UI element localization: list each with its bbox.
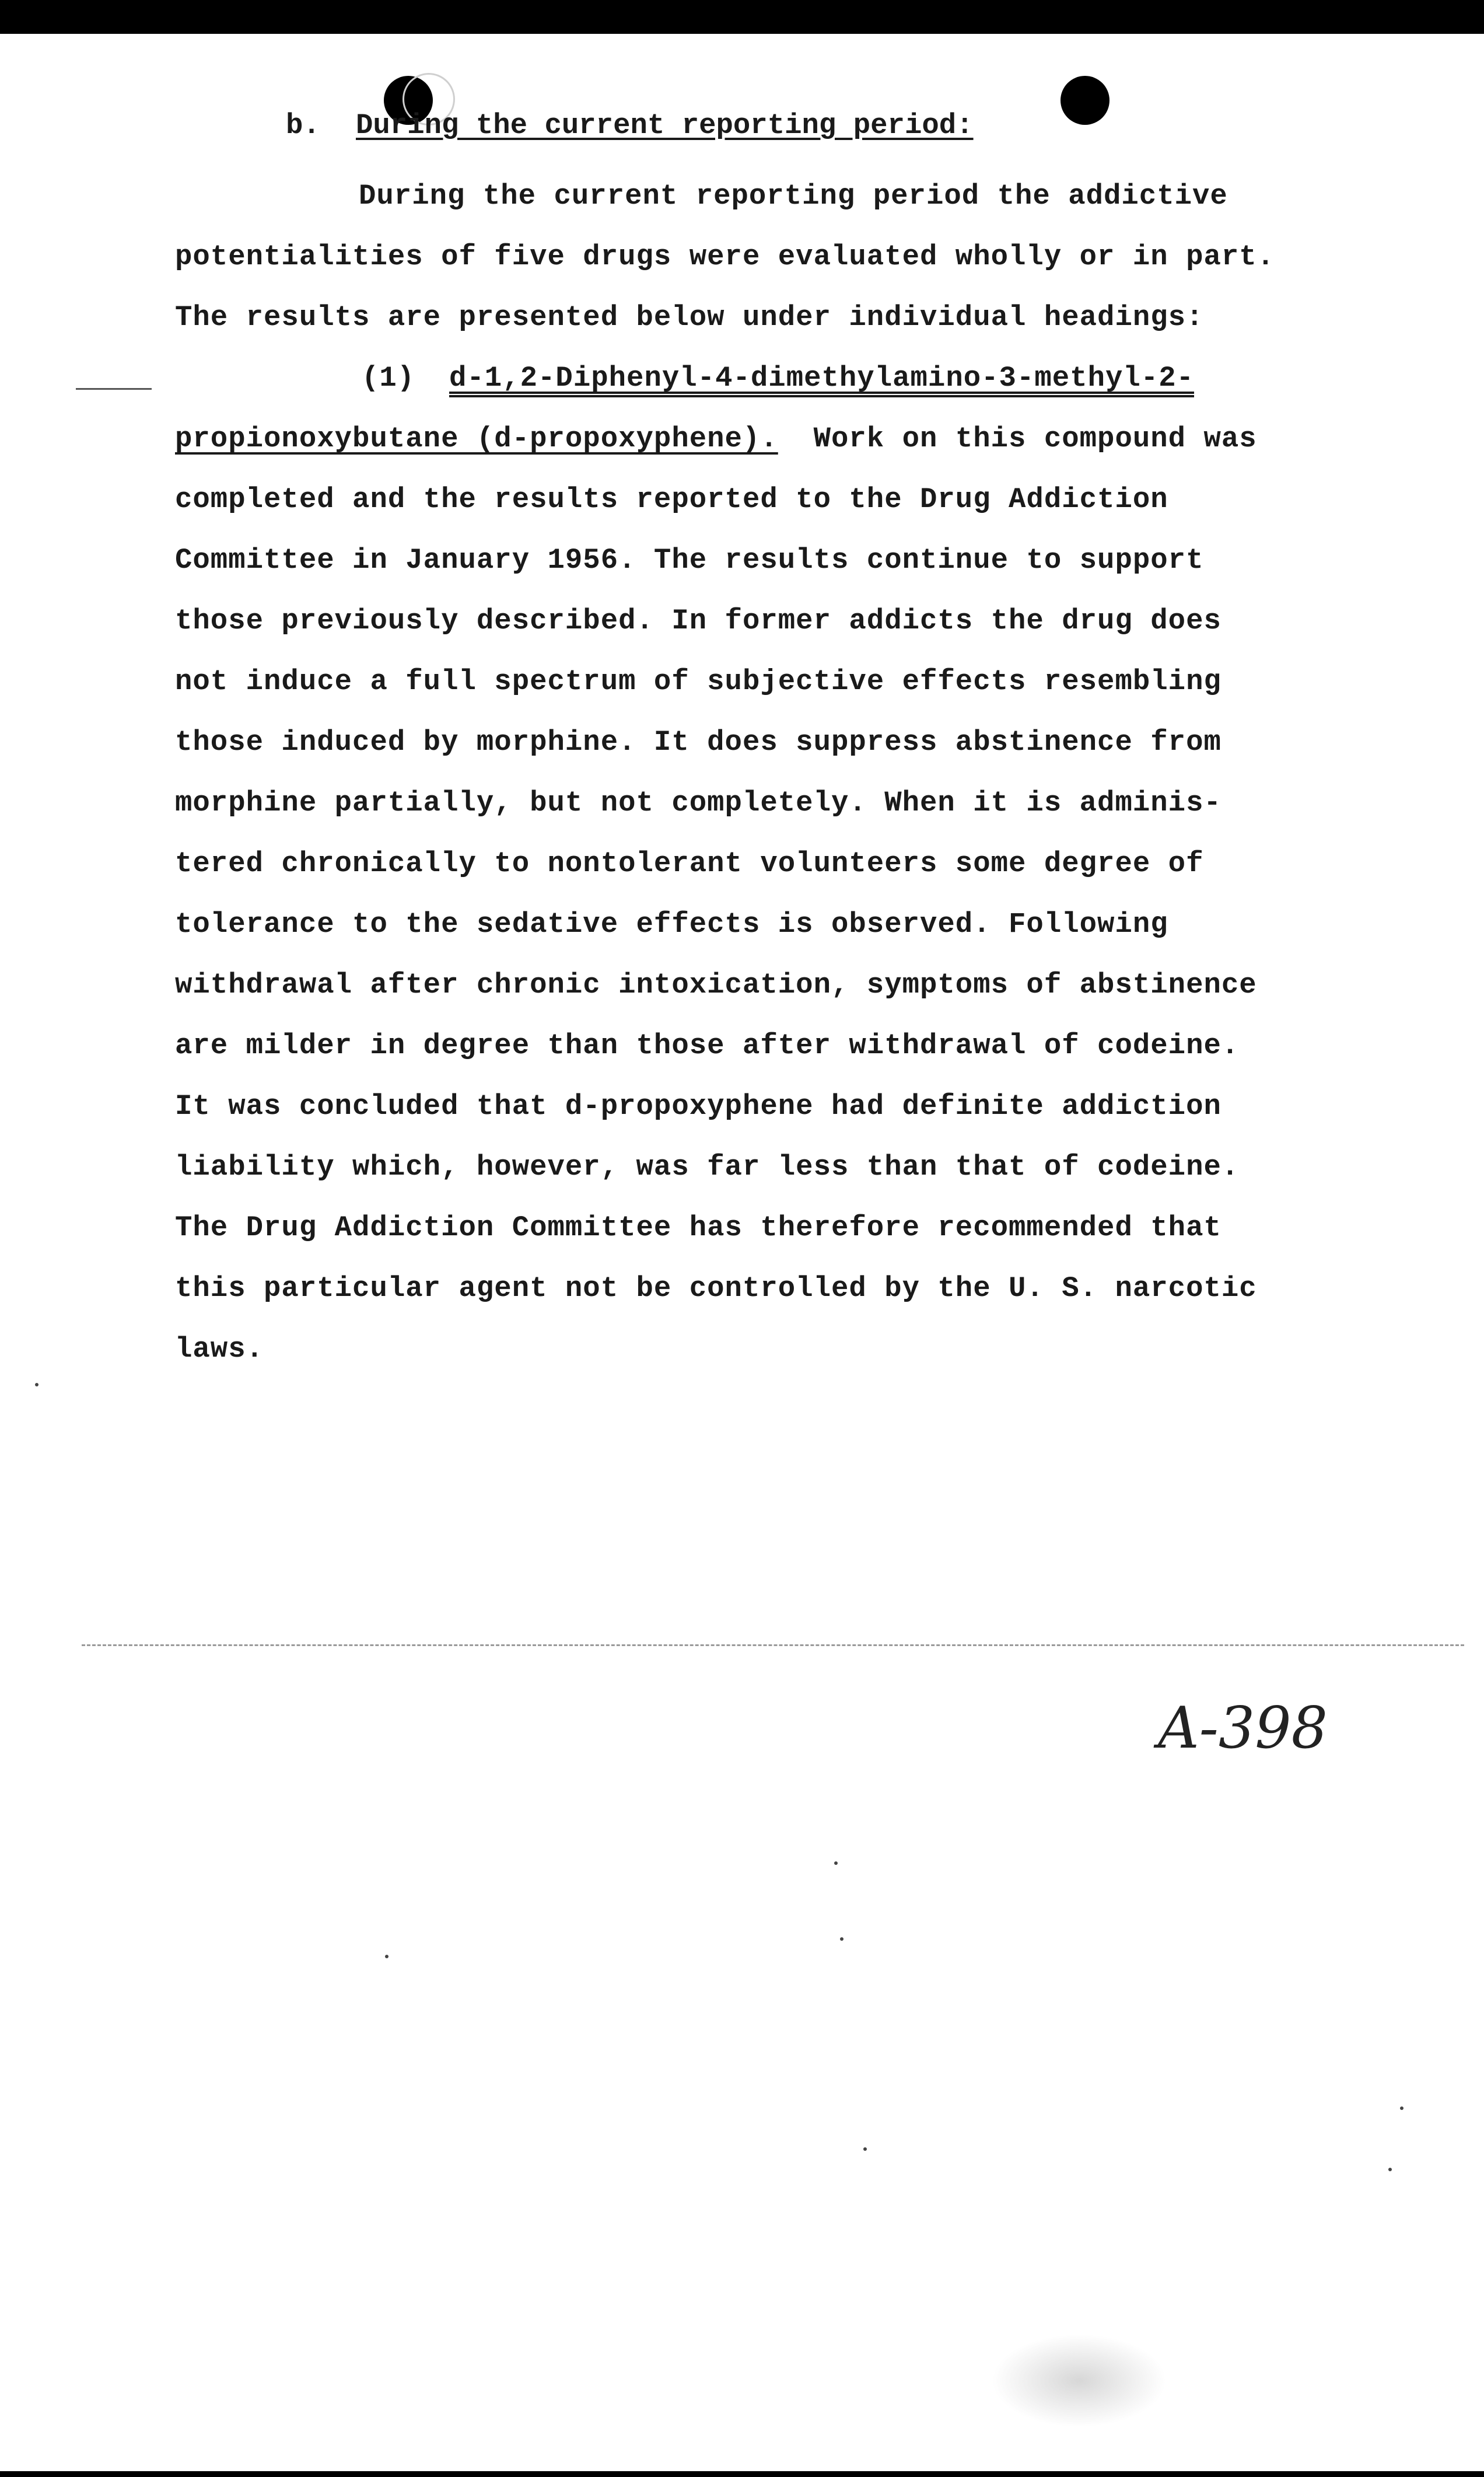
document-body xyxy=(175,105,1342,1379)
scan-bottom-border xyxy=(0,2471,1484,2477)
body-line: this particular agent not be controlled by the U. S. narcotic xyxy=(175,1272,1257,1305)
handwritten-page-number: A-398 xyxy=(1158,1695,1328,1762)
body-line: laws. xyxy=(175,1333,264,1365)
section-label: b. xyxy=(286,109,320,142)
body-line: The Drug Addiction Committee has therefore recommended that xyxy=(175,1211,1222,1244)
intro-line-2: potentialities of five drugs were evaluated wholly or in part. xyxy=(175,240,1275,273)
item-title-part1: d-1,2-Diphenyl-4-dimethylamino-3-methyl-2- xyxy=(449,362,1195,394)
margin-mark xyxy=(76,388,152,390)
scan-speck xyxy=(385,1955,388,1958)
intro-line-3: The results are presented below under individual headings: xyxy=(175,301,1204,334)
scan-speck xyxy=(1388,2168,1392,2171)
scan-top-border xyxy=(0,0,1484,34)
item-title-line-2 xyxy=(175,408,1342,469)
body-line: liability which, however, was far less than that of codeine. xyxy=(175,1151,1240,1183)
scan-speck xyxy=(834,1861,838,1865)
section-heading: During the current reporting period: xyxy=(356,109,974,142)
body-line: morphine partially, but not completely. When it is adminis- xyxy=(175,787,1222,819)
item-number: (1) xyxy=(362,362,415,394)
item-title-line-1 xyxy=(175,348,1342,408)
intro-line-1 xyxy=(175,166,1342,226)
dashed-divider xyxy=(82,1644,1464,1646)
body-line: are milder in degree than those after withdrawal of codeine. xyxy=(175,1029,1240,1062)
body-line: withdrawal after chronic intoxication, symptoms of abstinence xyxy=(175,969,1257,1001)
body-line: those previously described. In former addicts the drug does xyxy=(175,605,1222,637)
scan-speck xyxy=(1400,2106,1404,2110)
scan-smudge xyxy=(992,2334,1167,2427)
intro-text: During the current reporting period the addictive xyxy=(359,180,1228,212)
body-line: completed and the results reported to the Drug Addiction xyxy=(175,483,1168,516)
scan-speck xyxy=(35,1383,38,1386)
scan-speck xyxy=(863,2147,867,2151)
body-line: not induce a full spectrum of subjective effects resembling xyxy=(175,665,1222,698)
body-line: those induced by morphine. It does suppress abstinence from xyxy=(175,726,1222,759)
body-line: It was concluded that d-propoxyphene had definite addiction xyxy=(175,1090,1222,1123)
body-line: Committee in January 1956. The results continue to support xyxy=(175,544,1204,577)
item-title-part2: propionoxybutane (d-propoxyphene). xyxy=(175,422,778,455)
body-line: tolerance to the sedative effects is observed. Following xyxy=(175,908,1168,941)
item-title-rest: Work on this compound was xyxy=(778,422,1257,455)
scan-speck xyxy=(840,1937,844,1941)
body-line: tered chronically to nontolerant volunteers some degree of xyxy=(175,847,1204,880)
